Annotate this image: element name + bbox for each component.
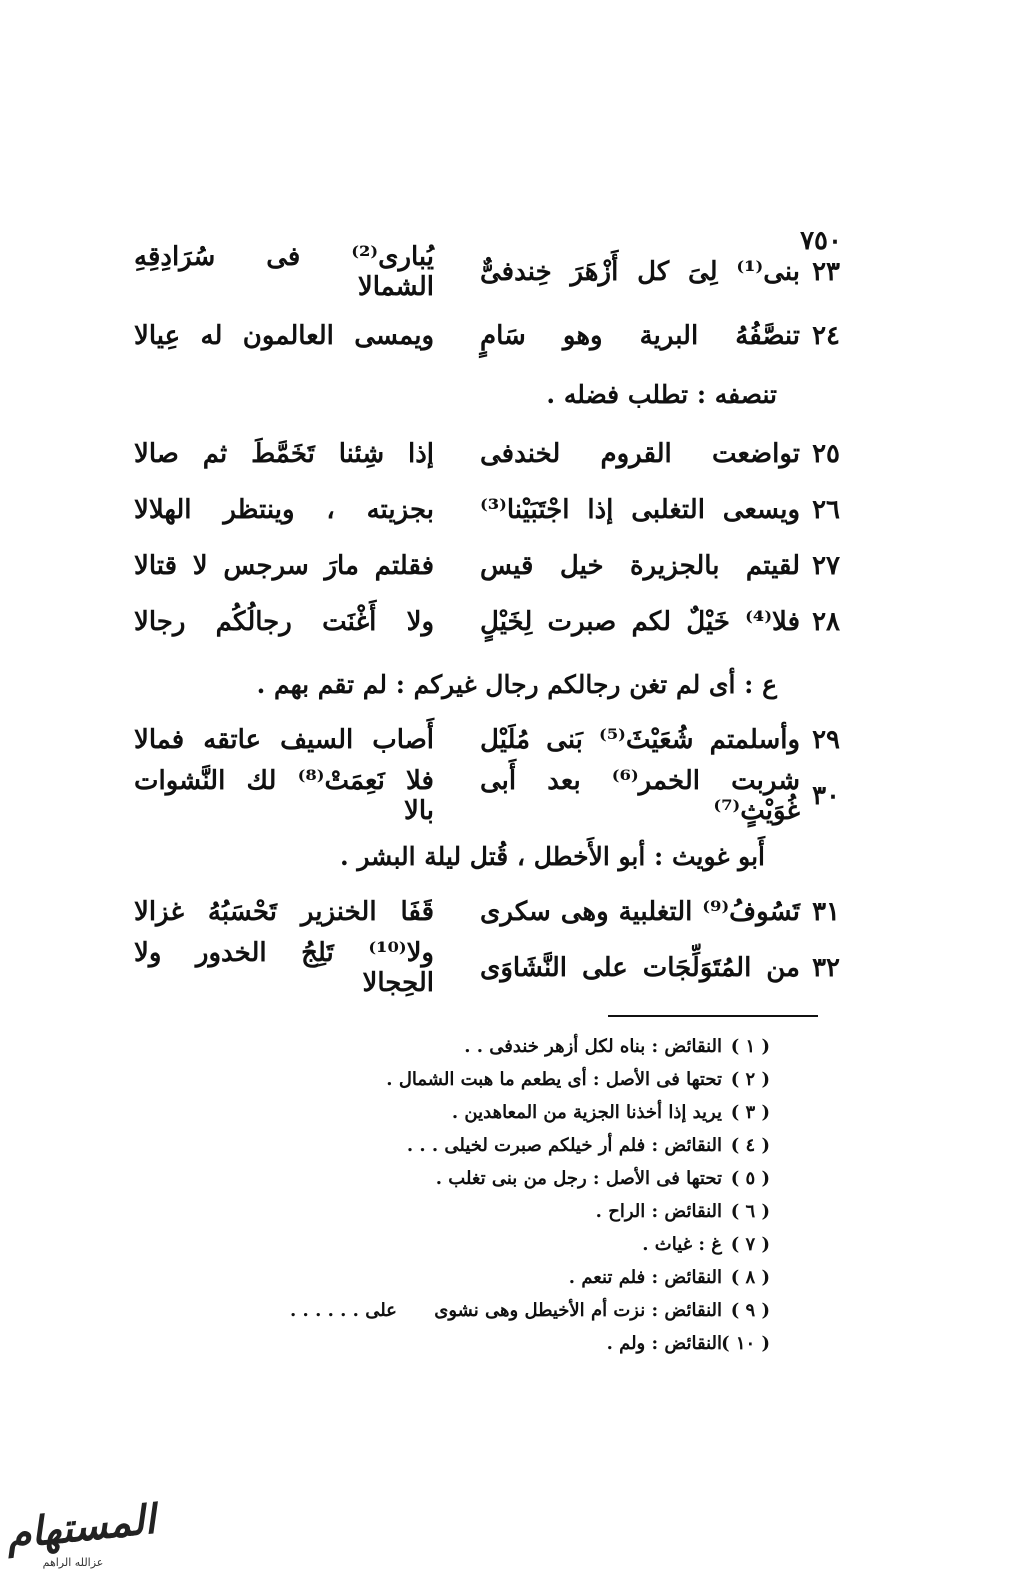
verse-number: ٢٤ bbox=[812, 321, 840, 351]
verse-second-hemistich: قَفَا الخنزير تَحْسَبُهُ غزالا bbox=[134, 897, 434, 927]
footnote-text: النقائض : ولم . bbox=[606, 1333, 722, 1354]
gloss-note: تنصفه : تطلب فضله . bbox=[546, 379, 777, 409]
verse-first-hemistich: تَسُوفُ⁽⁹⁾ التغلبية وهى سكرى bbox=[480, 897, 800, 927]
footnote bbox=[200, 1228, 770, 1261]
footnote-text: النقائض : بناه لكل أزهر خندفى . . bbox=[464, 1036, 722, 1057]
verse-line bbox=[134, 488, 840, 532]
library-logo bbox=[3, 1490, 158, 1582]
footnote-continuation: على . . . . . . bbox=[290, 1300, 397, 1321]
footnote-text: غ : غياث . bbox=[642, 1234, 722, 1255]
gloss-note: أَبو غويث : أبو الأَخطل ، قُتل ليلة البشر . bbox=[339, 841, 765, 871]
verse-second-hemistich: فلا نَعِمَتْ⁽⁸⁾ لك النَّشوات بالا bbox=[134, 766, 434, 826]
footnote-number: ( ١ ) bbox=[730, 1036, 770, 1057]
footnote-number: ( ٨ ) bbox=[730, 1267, 770, 1288]
verse-line bbox=[134, 432, 840, 476]
verse-number: ٣٠ bbox=[812, 781, 840, 811]
footnote-number: ( ٤ ) bbox=[730, 1135, 770, 1156]
verse-first-hemistich: بنى⁽¹⁾ لِىَ كل أَزْهَرَ خِندفىٌّ bbox=[480, 257, 800, 287]
footnote-text: يريد إذا أخذنا الجزية من المعاهدين . bbox=[451, 1102, 722, 1123]
verse-line bbox=[134, 242, 840, 302]
gloss-note: ع : أى لم تغن رجالكم رجال غيركم : لم تقم بهم . bbox=[256, 669, 777, 699]
verse-second-hemistich: يُبارى⁽²⁾ فى سُرَادِقِهِ الشمالا bbox=[134, 242, 434, 302]
verse-second-hemistich: فقلتم مارَ سرجس لا قتالا bbox=[134, 551, 434, 581]
page-number: ٧٥٠ bbox=[800, 226, 842, 256]
verse-number: ٢٥ bbox=[812, 439, 840, 469]
footnote bbox=[200, 1129, 770, 1162]
verse-second-hemistich: أَصاب السيف عاتقه فمالا bbox=[134, 725, 434, 755]
footnote-text: النقائض : نزت أم الأخيطل وهى نشوى bbox=[434, 1300, 722, 1321]
verse-first-hemistich: من المُتَوَلِّجَات على النَّشَاوَى bbox=[480, 953, 800, 983]
verse-number: ٣١ bbox=[812, 897, 840, 927]
verse-second-hemistich: إذا شِئنا تَخَمَّطَ ثم صالا bbox=[134, 439, 434, 469]
footnote-separator bbox=[608, 1015, 818, 1017]
footnote bbox=[200, 1096, 770, 1129]
verse-line bbox=[134, 766, 840, 826]
footnote bbox=[200, 1327, 770, 1360]
footnote-number: ( ٩ ) bbox=[730, 1300, 770, 1321]
footnote-text: النقائض : الراح . bbox=[595, 1201, 722, 1222]
verse-number: ٢٨ bbox=[812, 607, 840, 637]
footnote-text: تحتها فى الأصل : أى يطعم ما هبت الشمال . bbox=[386, 1069, 722, 1090]
footnote bbox=[200, 1195, 770, 1228]
footnote bbox=[200, 1294, 770, 1327]
verse-first-hemistich: لقيتم بالجزيرة خيل قيس bbox=[480, 551, 800, 581]
verse-line bbox=[134, 718, 840, 762]
footnote bbox=[200, 1063, 770, 1096]
verse-second-hemistich: ولا⁽¹⁰⁾ تَلِجُ الخدور ولا الحِجالا bbox=[134, 938, 434, 998]
verse-line bbox=[134, 600, 840, 644]
footnote bbox=[200, 1162, 770, 1195]
verse-first-hemistich: تنصَّفُهُ البرية وهو سَامٍ bbox=[480, 321, 800, 351]
verse-second-hemistich: ولا أَغْنَت رجالُكُم رجالا bbox=[134, 607, 434, 637]
verse-number: ٢٣ bbox=[812, 257, 840, 287]
verse-line bbox=[134, 938, 840, 998]
logo-calligraphy: المستهام bbox=[3, 1495, 158, 1559]
verse-number: ٢٩ bbox=[812, 725, 840, 755]
footnotes bbox=[200, 1030, 770, 1360]
verse-number: ٢٦ bbox=[812, 495, 840, 525]
footnote-number: ( ١٠ ) bbox=[721, 1333, 770, 1354]
verse-second-hemistich: ويمسى العالمون له عِيالا bbox=[134, 321, 434, 351]
verse-second-hemistich: بجزيته ، وينتظر الهلالا bbox=[134, 495, 434, 525]
logo-subtitle: عزالله الراهم bbox=[42, 1556, 104, 1569]
verse-first-hemistich: فلا⁽⁴⁾ خَيْلٌ لكم صبرت لِخَيْلٍ bbox=[480, 607, 800, 637]
verse-first-hemistich: شربت الخمر⁽⁶⁾ بعد أَبى غُوَيْثٍ⁽⁷⁾ bbox=[480, 766, 801, 826]
footnote-number: ( ٢ ) bbox=[730, 1069, 770, 1090]
footnote-text: النقائض : فلم أر خيلكم صبرت لخيلى . . . bbox=[406, 1135, 722, 1156]
footnote-text: تحتها فى الأصل : رجل من بنى تغلب . bbox=[435, 1168, 722, 1189]
footnote-number: ( ٣ ) bbox=[730, 1102, 770, 1123]
footnote-number: ( ٦ ) bbox=[730, 1201, 770, 1222]
footnote-number: ( ٧ ) bbox=[730, 1234, 770, 1255]
verse-first-hemistich: وأسلمتم شُعَيْثَ⁽⁵⁾ بَنى مُلَيْل bbox=[480, 725, 801, 755]
footnote bbox=[200, 1030, 770, 1063]
verse-first-hemistich: تواضعت القروم لخندفى bbox=[480, 439, 800, 469]
verse-line bbox=[134, 890, 840, 934]
verse-number: ٢٧ bbox=[812, 551, 840, 581]
verse-line bbox=[134, 544, 840, 588]
verse-first-hemistich: ويسعى التغلبى إذا اجْتَبَيْنا⁽³⁾ bbox=[480, 495, 800, 525]
verse-line bbox=[134, 314, 840, 358]
footnote bbox=[200, 1261, 770, 1294]
footnote-text: النقائض : فلم تنعم . bbox=[568, 1267, 722, 1288]
verse-number: ٣٢ bbox=[812, 953, 840, 983]
footnote-number: ( ٥ ) bbox=[730, 1168, 770, 1189]
